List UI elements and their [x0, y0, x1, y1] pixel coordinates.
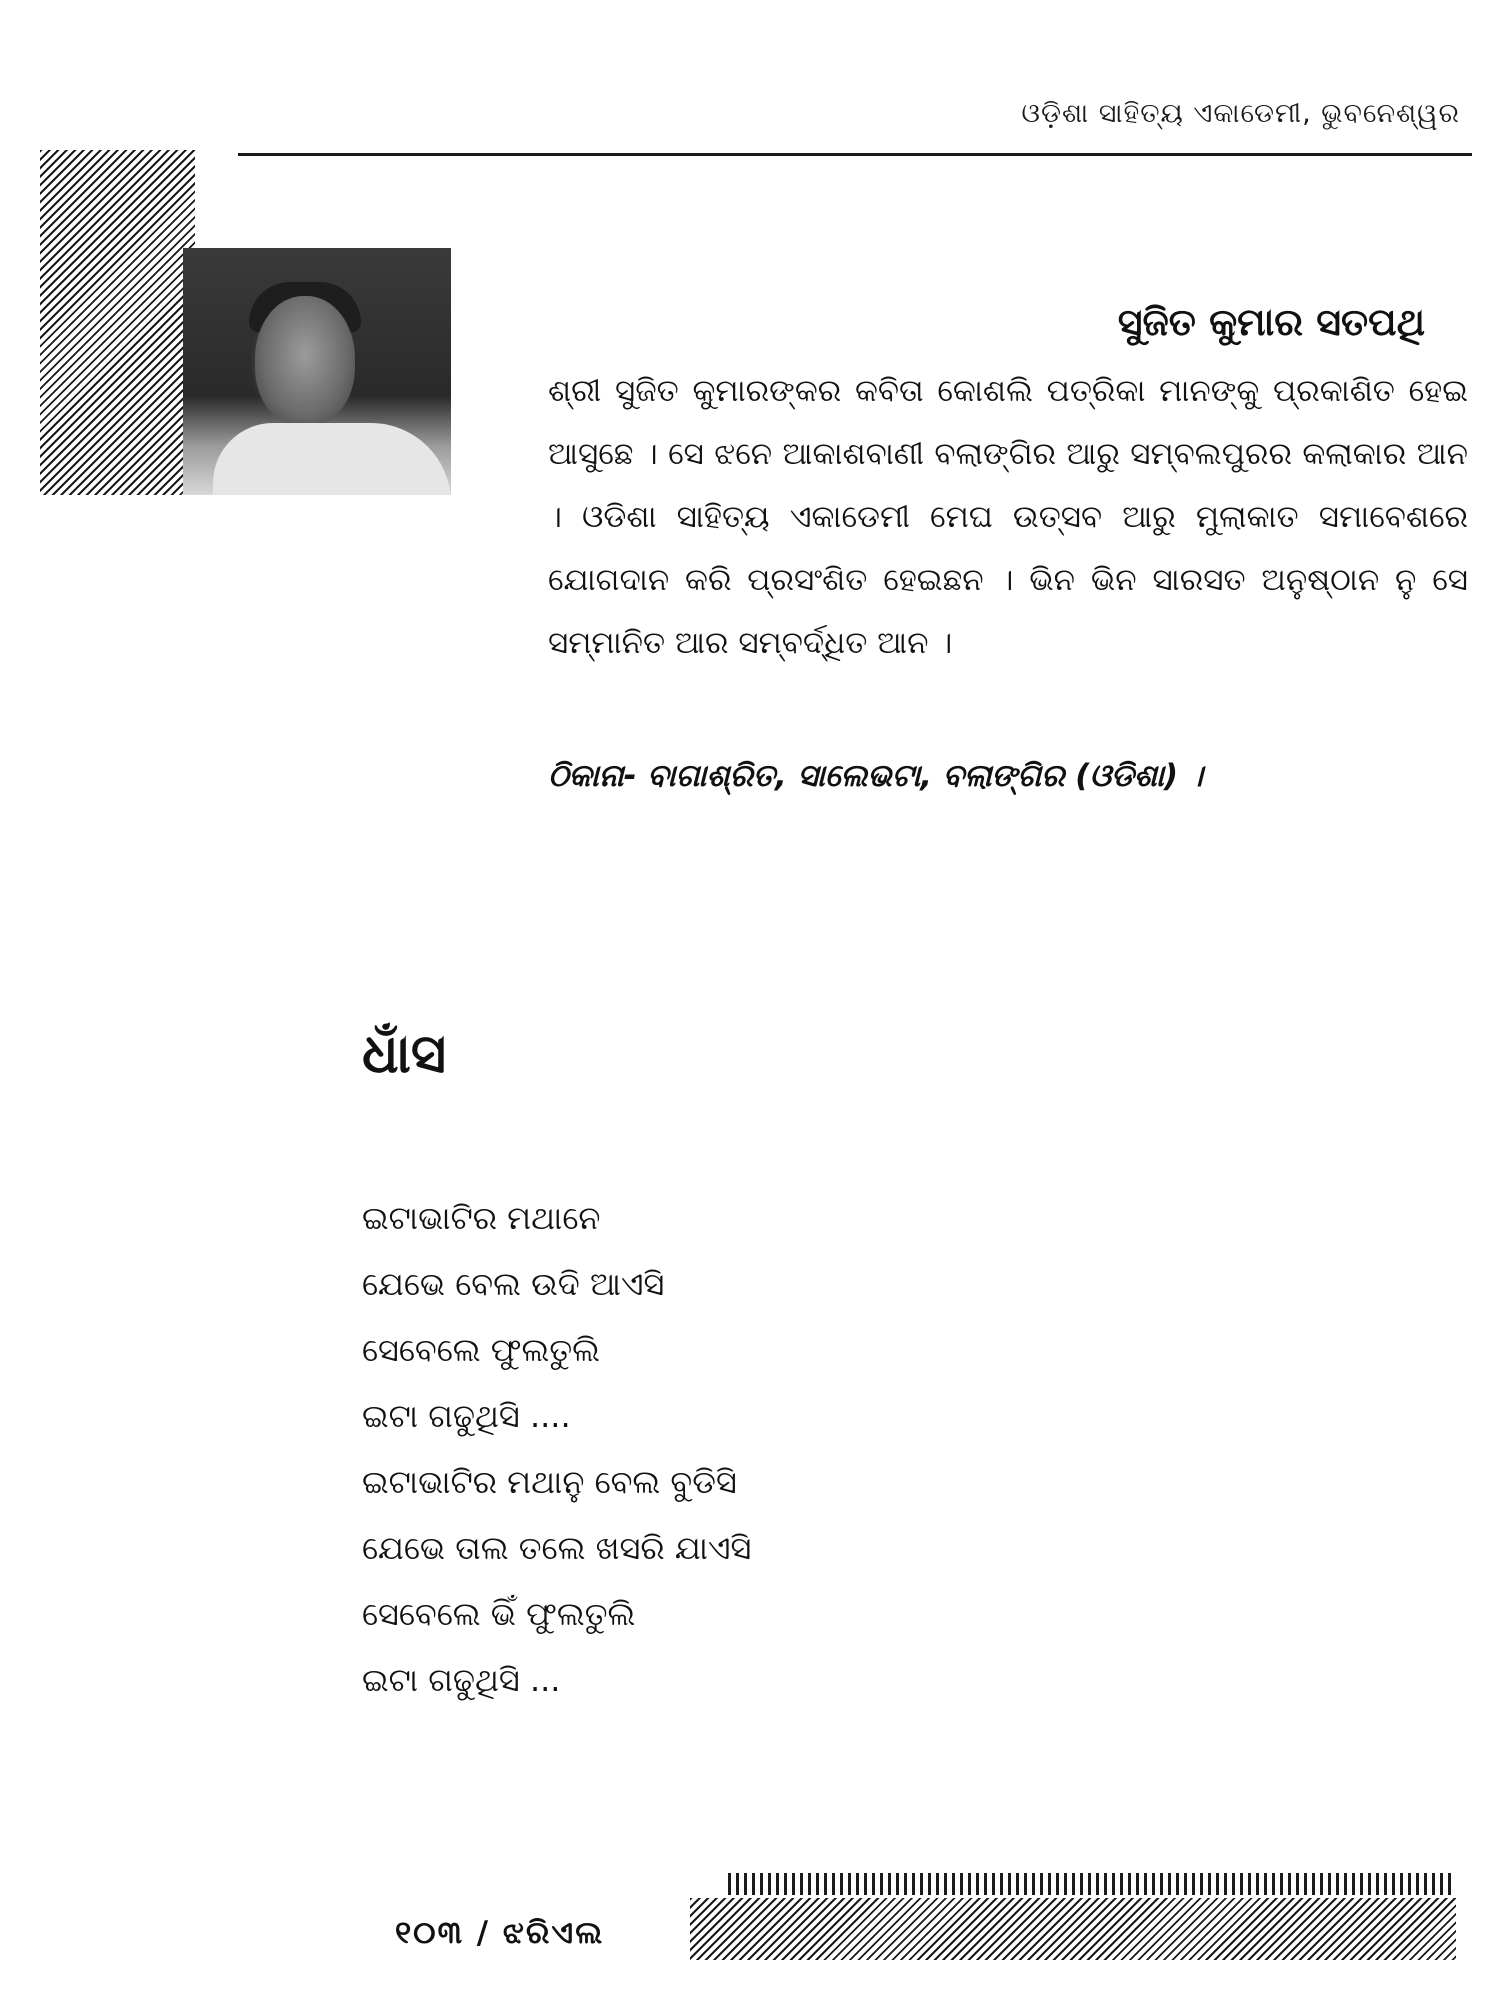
poem-line: ଯେଭେ ବେଲ ଉଦି ଆଏସି — [362, 1265, 665, 1303]
author-bio — [548, 360, 1468, 675]
poem-body — [362, 1185, 751, 1713]
author-bio-text: ଶ୍ରୀ ସୁଜିତ କୁମାରଙ୍କର କବିତା କୋଶଲି ପତ୍ରିକା ମାନଙ୍କୁ ପ୍ରକାଶିତ ହେଇ ଆସୁଛେ । ସେ ଝନେ ଆକାଶବାଣୀ ବଲାଙ୍ଗିର ଆରୁ ସମ୍ବଲପୁରର କଲାକାର ଆନ । ଓଡିଶା ସାହିତ୍ୟ ଏକାଡେମୀ ମେଘ ଉତ୍ସବ ଆରୁ ମୁଲାକାତ ସମାବେଶରେ ଯୋଗଦାନ କରି ପ୍ରସଂଶିତ ହେଇଛନ । ଭିନ ଭିନ ସାରସତ ଅନୁଷ୍ଠାନ ନୁ ସେ ସମ୍ମାନିତ ଆର ସମ୍ବର୍ଦ୍ଧିତ ଆନ । — [548, 373, 1468, 661]
poem-line: ଇଟାଭାଟିର ମଥାନୁ ବେଲ ବୁଡିସି — [362, 1463, 737, 1501]
header-divider — [238, 153, 1472, 156]
decorative-bars — [728, 1873, 1456, 1895]
poem-line: ଇଟାଭାଟିର ମଥାନେ — [362, 1199, 601, 1237]
author-photo — [183, 248, 451, 495]
page-number: ୧୦୩ / ଝରିଏଲ — [395, 1915, 605, 1951]
decorative-hatch-bottom — [690, 1898, 1456, 1960]
publisher-header: ଓଡ଼ିଶା ସାହିତ୍ୟ ଏକାଡେମୀ, ଭୁବନେଶ୍ୱର — [1021, 98, 1460, 129]
author-name: ସୁଜିତ କୁମାର ସତପଥି — [1117, 300, 1425, 344]
decorative-hatch-top — [40, 150, 195, 495]
author-address: ଠିକାନା- ବାଗାଶ୍ରିତ, ସାଲେଭଟା, ବଲାଙ୍ଗିର (ଓଡିଶା) । — [548, 758, 1203, 794]
poem-line: ଯେଭେ ତାଲ ତଲେ ଖସରି ଯାଏସି — [362, 1529, 752, 1567]
poem-line: ସେବେଲେ ଭିଁ ଫୁଲତୁଲି — [362, 1595, 636, 1633]
poem-line: ସେବେଲେ ଫୁଲତୁଲି — [362, 1331, 601, 1369]
poem-title: ଧାଁସ — [362, 1022, 447, 1085]
poem-line: ଇଟା ଗଢୁଥିସି .... — [362, 1397, 571, 1435]
poem-line: ଇଟା ଗଢୁଥିସି ... — [362, 1661, 561, 1699]
